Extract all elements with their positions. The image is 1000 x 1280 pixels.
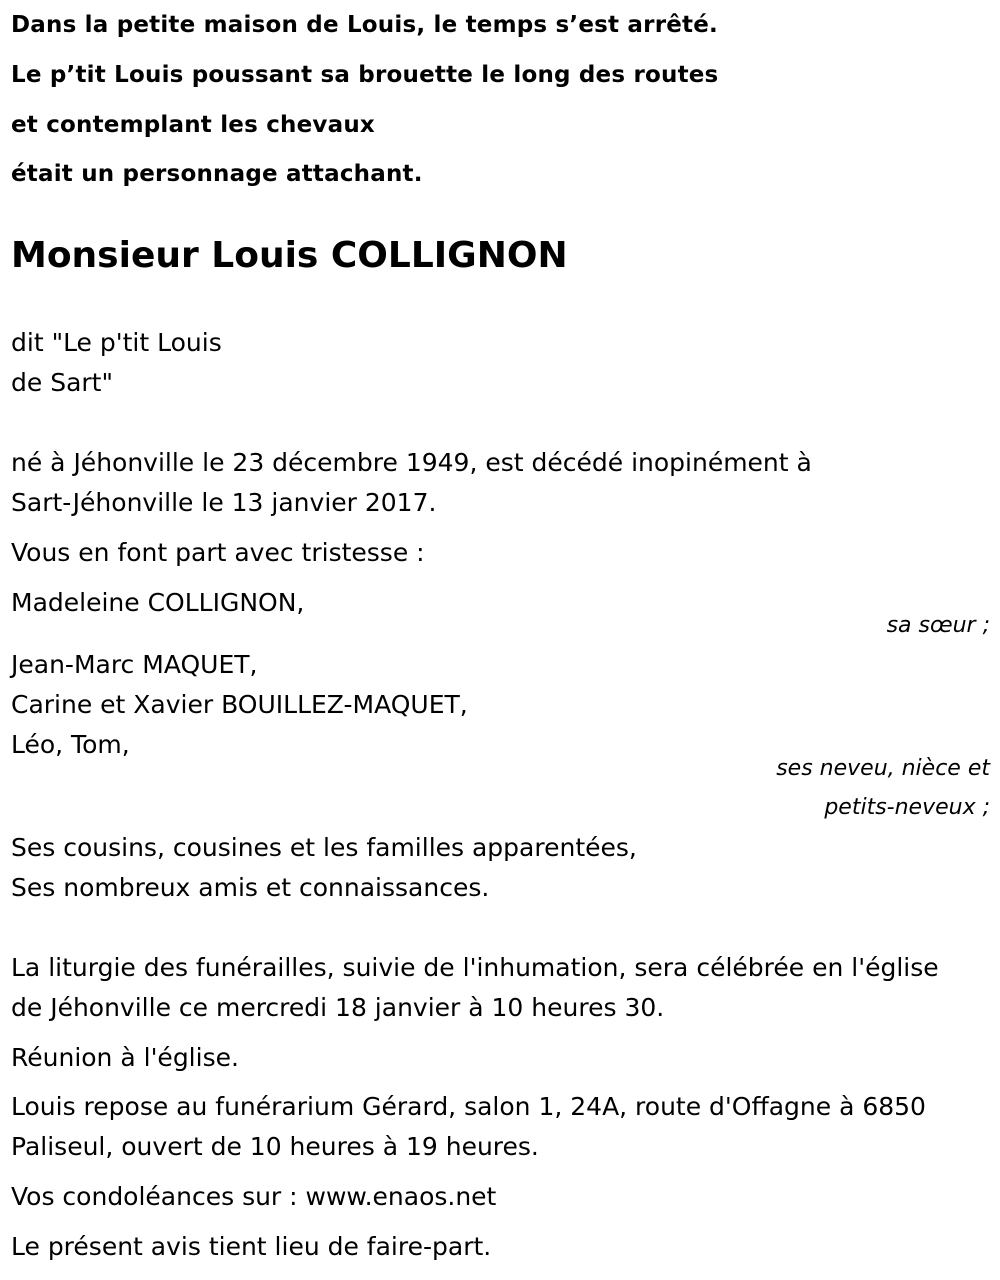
meeting-note: Réunion à l'église. <box>11 1043 239 1072</box>
family-nephew-1: Jean-Marc MAQUET, <box>11 650 258 679</box>
ceremony-line-1: La liturgie des funérailles, suivie de l'inhumation, sera célébrée en l'église <box>11 953 939 982</box>
epigraph-line-1: Dans la petite maison de Louis, le temps s’est arrêté. <box>11 12 718 38</box>
epigraph-line-2: Le p’tit Louis poussant sa brouette le long des routes <box>11 62 719 88</box>
rest-line-2: Paliseul, ouvert de 10 heures à 19 heures. <box>11 1132 539 1161</box>
epigraph-line-4: était un personnage attachant. <box>11 161 423 187</box>
nickname-line-2: de Sart" <box>11 368 113 397</box>
announcement: Vous en font part avec tristesse : <box>11 538 425 567</box>
family-sister: Madeleine COLLIGNON, <box>11 588 305 617</box>
family-friends: Ses nombreux amis et connaissances. <box>11 873 490 902</box>
birth-death-line-1: né à Jéhonville le 23 décembre 1949, est décédé inopinément à <box>11 448 812 477</box>
nickname-line-1: dit "Le p'tit Louis <box>11 328 222 357</box>
family-cousins: Ses cousins, cousines et les familles apparentées, <box>11 833 637 862</box>
sister-role: sa sœur ; <box>886 613 990 638</box>
condolences-line: Vos condoléances sur : www.enaos.net <box>11 1182 497 1211</box>
deceased-name: Monsieur Louis COLLIGNON <box>11 235 568 276</box>
family-nephew-2: Carine et Xavier BOUILLEZ-MAQUET, <box>11 690 468 719</box>
notice-line: Le présent avis tient lieu de faire-part. <box>11 1232 492 1261</box>
rest-line-1: Louis repose au funérarium Gérard, salon 1, 24A, route d'Offagne à 6850 <box>11 1092 926 1121</box>
family-nephew-3: Léo, Tom, <box>11 730 130 759</box>
ceremony-line-2: de Jéhonville ce mercredi 18 janvier à 10 heures 30. <box>11 993 665 1022</box>
birth-death-line-2: Sart-Jéhonville le 13 janvier 2017. <box>11 488 437 517</box>
epigraph-line-3: et contemplant les chevaux <box>11 112 375 138</box>
nephews-role-line-2: petits-neveux ; <box>824 795 990 820</box>
nephews-role-line-1: ses neveu, nièce et <box>776 756 990 781</box>
